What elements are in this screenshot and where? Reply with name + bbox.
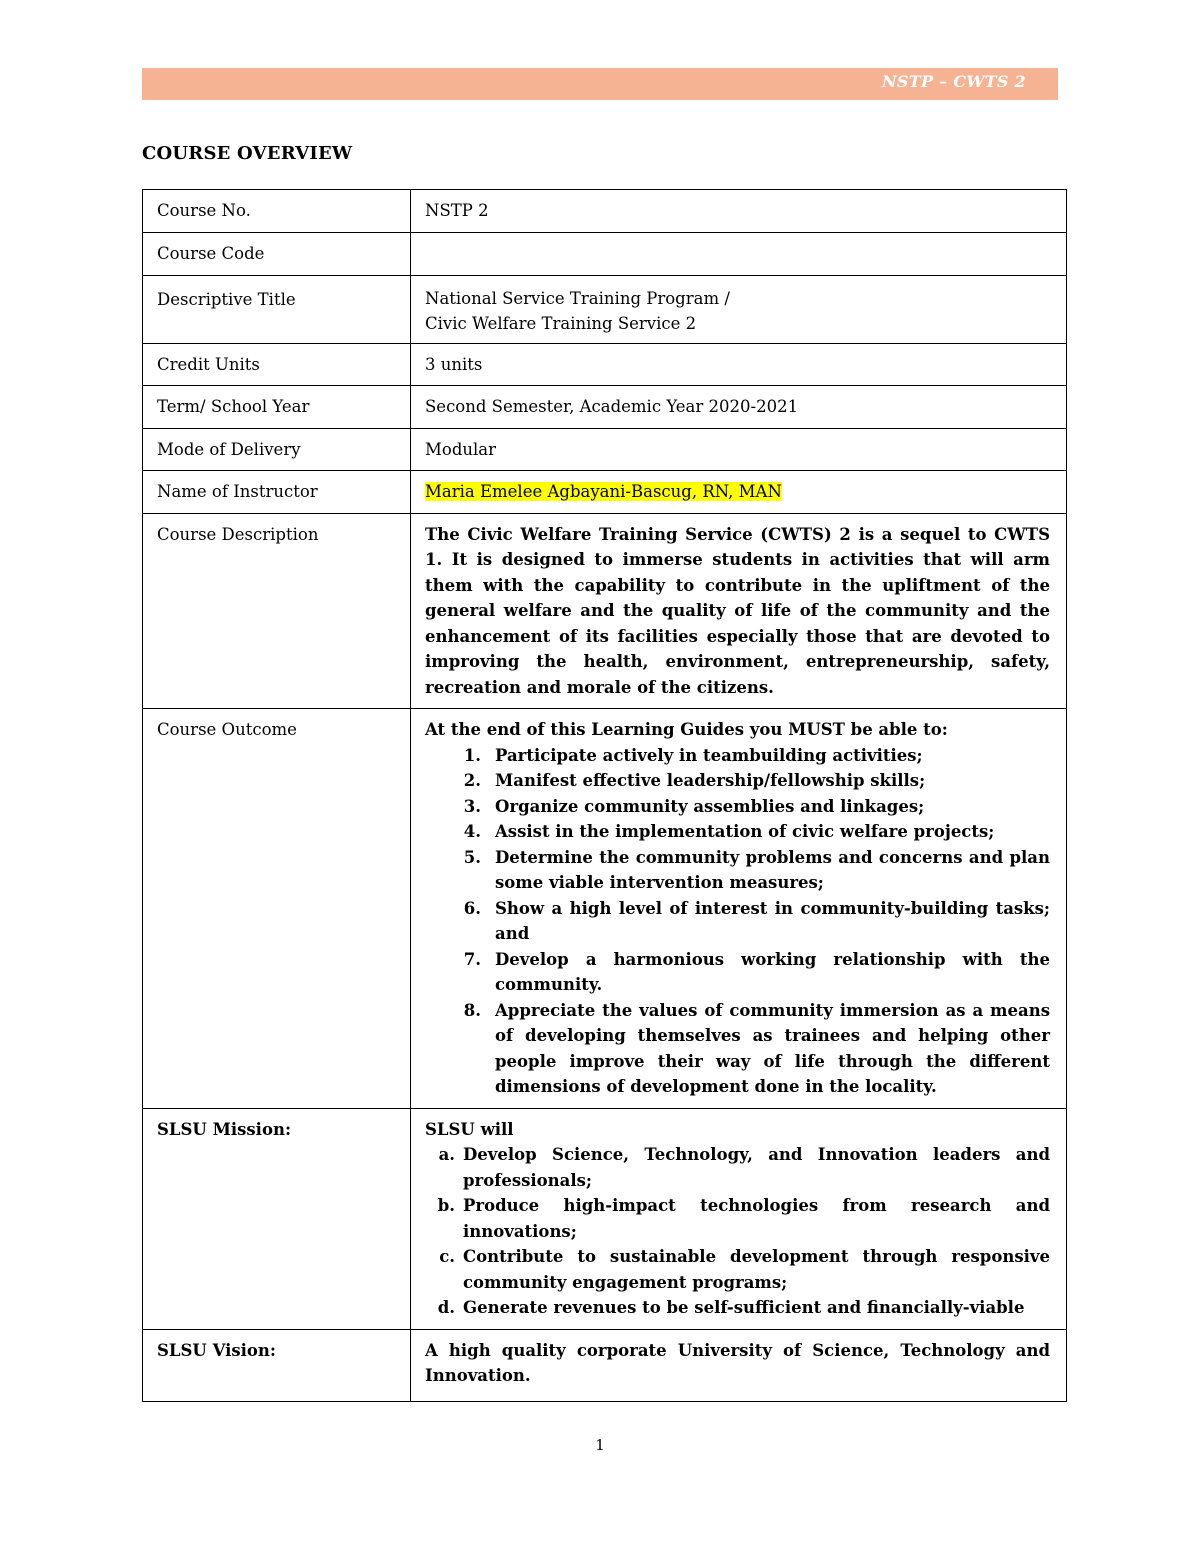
list-item-text: Develop Science, Technology, and Innovation leaders and professionals; — [463, 1145, 1050, 1190]
label-term: Term/ School Year — [143, 386, 411, 429]
list-item — [425, 896, 1050, 947]
list-item — [425, 794, 1050, 820]
label-instructor: Name of Instructor — [143, 471, 411, 514]
header-bar — [142, 68, 1058, 100]
row-mode — [143, 428, 1067, 471]
list-item-letter: c. — [439, 1247, 455, 1266]
label-mission: SLSU Mission: — [143, 1108, 411, 1329]
label-course-no: Course No. — [143, 190, 411, 233]
mission-list — [425, 1142, 1050, 1321]
list-item — [425, 845, 1050, 896]
list-item-number: 1. — [463, 745, 481, 765]
value-vision: A high quality corporate University of Science, Technology and Innovation. — [411, 1329, 1067, 1401]
list-item-text: Assist in the implementation of civic welfare projects; — [495, 822, 995, 841]
course-overview-table — [142, 189, 1067, 1402]
list-item-number: 7. — [463, 949, 481, 969]
row-vision — [143, 1329, 1067, 1401]
instructor-highlight: Maria Emelee Agbayani-Bascug, RN, MAN — [425, 482, 782, 501]
list-item — [425, 998, 1050, 1100]
row-mission — [143, 1108, 1067, 1329]
label-credit-units: Credit Units — [143, 343, 411, 386]
outcome-list — [425, 743, 1050, 1100]
label-course-code: Course Code — [143, 232, 411, 275]
list-item-number: 8. — [463, 1000, 481, 1020]
mission-intro: SLSU will — [425, 1119, 514, 1139]
value-credit-units: 3 units — [411, 343, 1067, 386]
row-course-no — [143, 190, 1067, 233]
row-description — [143, 513, 1067, 709]
descriptive-title-line-2: Civic Welfare Training Service 2 — [425, 314, 697, 333]
label-outcome: Course Outcome — [143, 709, 411, 1109]
list-item-number: 6. — [463, 898, 481, 918]
list-item-text: Determine the community problems and concerns and plan some viable intervention measures; — [495, 847, 1050, 892]
list-item — [425, 947, 1050, 998]
list-item-text: Show a high level of interest in community-building tasks; and — [495, 898, 1050, 943]
row-course-code — [143, 232, 1067, 275]
list-item-text: Generate revenues to be self-sufficient and financially-viable — [463, 1298, 1025, 1317]
value-instructor — [411, 471, 1067, 514]
list-item-number: 4. — [463, 822, 481, 841]
page-number: 1 — [595, 1436, 605, 1454]
list-item — [425, 819, 1050, 845]
descriptive-title-line-1: National Service Training Program / — [425, 288, 730, 308]
outcome-intro: At the end of this Learning Guides you MUST be able to: — [425, 720, 948, 739]
row-instructor — [143, 471, 1067, 514]
list-item-text: Organize community assemblies and linkages; — [495, 796, 925, 816]
list-item-text: Participate actively in teambuilding activities; — [495, 745, 923, 765]
label-mode: Mode of Delivery — [143, 428, 411, 471]
list-item-text: Contribute to sustainable development through responsive community engagement programs; — [463, 1247, 1050, 1292]
list-item-text: Develop a harmonious working relationship with the community. — [495, 949, 1050, 994]
value-descriptive-title — [411, 275, 1067, 343]
value-course-code — [411, 232, 1067, 275]
value-mission — [411, 1108, 1067, 1329]
list-item-number: 3. — [463, 796, 481, 816]
label-vision: SLSU Vision: — [143, 1329, 411, 1401]
list-item — [425, 1193, 1050, 1244]
list-item-text: Manifest effective leadership/fellowship skills; — [495, 771, 926, 790]
value-mode: Modular — [411, 428, 1067, 471]
value-outcome — [411, 709, 1067, 1109]
list-item — [425, 743, 1050, 769]
list-item-letter: a. — [438, 1145, 455, 1164]
value-course-no: NSTP 2 — [411, 190, 1067, 233]
list-item-letter: d. — [437, 1298, 455, 1317]
list-item — [425, 1295, 1050, 1321]
value-description: The Civic Welfare Training Service (CWTS) 2 is a sequel to CWTS 1. It is designed to immerse students in activities that will arm them with the capability to contribute in the upliftment of the general welfare and the quality of life of the community and the enhancement of its facilities especially those that are devoted to improving the health, environment, entrepreneurship, safety, recreation and morale of the citizens. — [411, 513, 1067, 709]
label-description: Course Description — [143, 513, 411, 709]
row-term — [143, 386, 1067, 429]
list-item-number: 2. — [463, 771, 481, 790]
row-descriptive-title — [143, 275, 1067, 343]
list-item-letter: b. — [437, 1196, 455, 1215]
list-item — [425, 1142, 1050, 1193]
section-title: COURSE OVERVIEW — [142, 143, 353, 164]
list-item-number: 5. — [463, 847, 481, 867]
list-item-text: Appreciate the values of community immersion as a means of developing themselves as trainees and helping other people improve their way of life through the different dimensions of development done in the locality. — [495, 1000, 1050, 1096]
label-descriptive-title: Descriptive Title — [143, 275, 411, 343]
row-credit-units — [143, 343, 1067, 386]
list-item — [425, 1244, 1050, 1295]
row-outcome — [143, 709, 1067, 1109]
list-item — [425, 768, 1050, 794]
list-item-text: Produce high-impact technologies from research and innovations; — [463, 1196, 1050, 1241]
header-title: NSTP – CWTS 2 — [881, 72, 1026, 91]
value-term: Second Semester, Academic Year 2020-2021 — [411, 386, 1067, 429]
